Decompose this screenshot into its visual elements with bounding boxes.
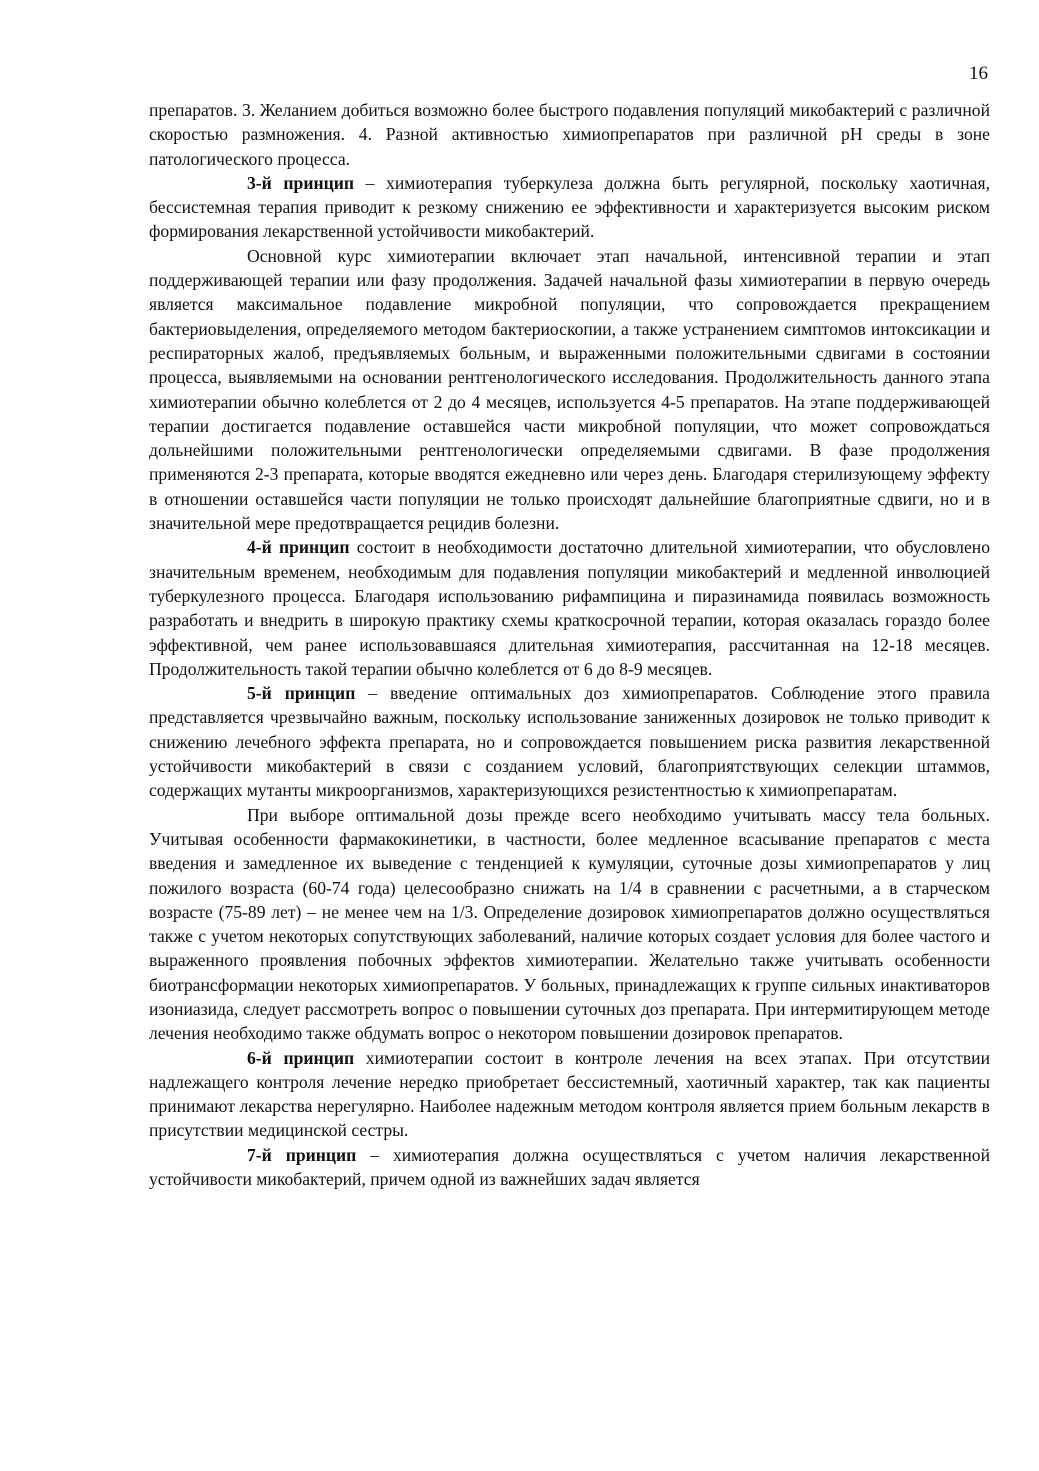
paragraph-main-course	[149, 244, 990, 536]
paragraph-principle-5	[149, 681, 990, 802]
paragraph-text: химиотерапии состоит в контроле лечения на всех этапах. При отсутствии надлежащего контроля лечение нередко приобретает бессистемный, хаотичный характер, так как пациенты принимают лекарства нерегулярно. Наиболее надежным методом контроля является прием больным лекарств в присутствии медицинской сестры.	[149, 1047, 990, 1141]
principle-heading: 5-й принцип	[247, 683, 356, 704]
paragraph-text: препаратов. 3. Желанием добиться возможно более быстрого подавления популяций микобактерий с различной скоростью размножения. 4. Разной активностью химиопрепаратов при различной рН среды в зоне патологического процесса.	[149, 100, 990, 169]
paragraph-text: – введение оптимальных доз химиопрепаратов. Соблюдение этого правила представляется чрезвычайно важным, поскольку использование заниженных дозировок не только приводит к снижению лечебного эффекта препарата, но и сопровождается повышением риска развития лекарственной устойчивости микобактерий в связи с созданием условий, благоприятствующих селекции штаммов, содержащих мутанты микроорганизмов, характеризующихся резистентностью к химиопрепаратам.	[149, 683, 990, 801]
page-number: 16	[969, 63, 988, 84]
paragraph-principle-4	[149, 535, 990, 681]
principle-heading: 7-й принцип	[247, 1144, 357, 1165]
paragraph-principle-3	[149, 171, 990, 244]
paragraph-principle-6	[149, 1046, 990, 1143]
principle-heading: 3-й принцип	[247, 172, 355, 193]
paragraph-continuation	[149, 98, 990, 171]
paragraph-text: – химиотерапия туберкулеза должна быть регулярной, поскольку хаотичная, бессистемная терапия приводит к резкому снижению ее эффективности и характеризуется высоким риском формирования лекарственной устойчивости микобактерий.	[149, 172, 990, 242]
paragraph-text: Основной курс химиотерапии включает этап начальной, интенсивной терапии и этап поддерживающей терапии или фазу продолжения. Задачей начальной фазы химиотерапии в первую очередь является максимальное подавление микробной популяции, что сопровождается прекращением бактериовыделения, определяемого методом бактериоскопии, а также устранением симптомов интоксикации и респираторных жалоб, предъявляемых больным, и выраженными положительными сдвигами в состоянии процесса, выявляемыми на основании рентгенологического исследования. Продолжительность данного этапа химиотерапии обычно колеблется от 2 до 4 месяцев, используется 4-5 препаратов. На этапе поддерживающей терапии достигается подавление оставшейся части микробной популяции, что может сопровождаться дольнейшими положительными рентгенологически определяемыми сдвигами. В фазе продолжения применяются 2-3 препарата, которые вводятся ежедневно или через день. Благодаря стерилизующему эффекту в отношении оставшейся части популяции не только происходят дальнейшие благоприятные сдвиги, но и в значительной мере предотвращается рецидив болезни.	[149, 245, 990, 534]
paragraph-text: При выборе оптимальной дозы прежде всего необходимо учитывать массу тела больных. Учитывая особенности фармакокинетики, в частности, более медленное всасывание препаратов с места введения и замедленное их выведение с тенденцией к кумуляции, суточные дозы химиопрепаратов у лиц пожилого возраста (60-74 года) целесообразно снижать на 1/4 в сравнении с расчетными, а в старческом возрасте (75-89 лет) – не менее чем на 1/3. Определение дозировок химиопрепаратов должно осуществляться также с учетом некоторых сопутствующих заболеваний, наличие которых создает условия для более частого и выраженного проявления побочных эффектов химиотерапии. Желательно также учитывать особенности биотрансформации некоторых химиопрепаратов. У больных, принадлежащих к группе сильных инактиваторов изониазида, следует рассмотреть вопрос о повышении суточных доз препарата. При интермитирующем методе лечения необходимо также обдумать вопрос о некотором повышении дозировок препаратов.	[149, 804, 990, 1044]
principle-heading: 6-й принцип	[247, 1047, 355, 1068]
paragraph-optimal-dose	[149, 803, 990, 1046]
principle-heading: 4-й принцип	[247, 537, 350, 558]
paragraph-text: состоит в необходимости достаточно длительной химиотерапии, что обусловлено значительным временем, необходимым для подавления популяции микобактерий и медленной инволюцией туберкулезного процесса. Благодаря использованию рифампицина и пиразинамида появилась возможность разработать и внедрить в широкую практику схемы краткосрочной терапии, которая оказалась гораздо более эффективной, чем ранее использовавшаяся длительная химиотерапия, рассчитанная на 12-18 месяцев. Продолжительность такой терапии обычно колеблется от 6 до 8-9 месяцев.	[149, 537, 990, 679]
document-body	[149, 98, 990, 1191]
paragraph-text: – химиотерапия должна осуществляться с учетом наличия лекарственной устойчивости микобактерий, причем одной из важнейших задач является	[149, 1144, 990, 1190]
paragraph-principle-7	[149, 1143, 990, 1192]
